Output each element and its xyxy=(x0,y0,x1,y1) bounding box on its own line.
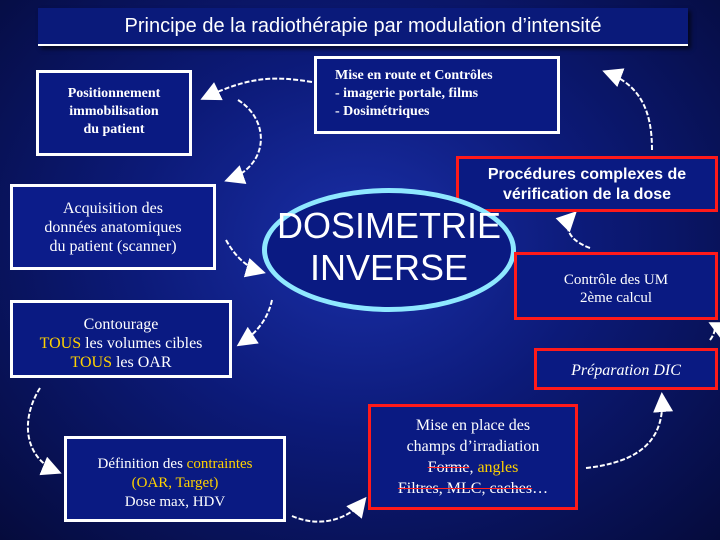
arrow-preparation-to-controle xyxy=(710,324,715,340)
arrow-acquisition-to-ellipse xyxy=(226,240,262,272)
arrow-positionnement-to-acquisition xyxy=(228,100,261,180)
arrow-mise-en-route-to-positionnement xyxy=(204,79,312,98)
mise-en-place-forme: Forme xyxy=(427,459,470,476)
mise-en-route-line-3: - Dosimétriques xyxy=(335,104,430,119)
definition-line-3: Dose max, HDV xyxy=(124,494,226,510)
box-procedures xyxy=(456,156,718,212)
contourage-line-1: Contourage xyxy=(83,316,159,333)
box-definition xyxy=(64,436,286,522)
controle-line-2: 2ème calcul xyxy=(579,290,653,306)
acquisition-line-3: du patient (scanner) xyxy=(49,238,177,255)
mise-en-place-filtres: Filtres, MLC, caches xyxy=(397,480,533,497)
mise-en-route-line-1: Mise en route et Contrôles xyxy=(335,68,493,83)
definition-prefix: Définition des xyxy=(97,456,187,472)
mise-en-place-line-4 xyxy=(371,478,575,499)
box-mise-en-place xyxy=(368,404,578,510)
positionnement-line-2: immobilisation xyxy=(69,104,159,119)
arrow-controle-to-procedures xyxy=(568,214,590,248)
box-contourage xyxy=(10,300,232,378)
contourage-line-2 xyxy=(13,334,229,353)
mise-en-place-angles: angles xyxy=(477,459,519,476)
mise-en-route-line-2: - imagerie portale, films xyxy=(335,86,479,101)
box-acquisition xyxy=(10,184,216,270)
contourage-tous-1: TOUS xyxy=(39,335,82,352)
contourage-line-3 xyxy=(13,353,229,372)
acquisition-line-1: Acquisition des xyxy=(63,200,163,217)
acquisition-line-2: données anatomiques xyxy=(44,219,182,236)
definition-line-2: (OAR, Target) xyxy=(131,475,219,491)
procedures-line-2: vérification de la dose xyxy=(502,186,672,203)
box-positionnement xyxy=(36,70,192,156)
positionnement-line-3: du patient xyxy=(83,122,145,137)
arrow-definition-to-mise-en-place xyxy=(292,500,364,522)
center-title-line-1: DOSIMETRIE xyxy=(276,205,501,246)
box-preparation xyxy=(534,348,718,390)
mise-en-place-ellipsis: … xyxy=(532,480,549,497)
center-title xyxy=(262,205,516,289)
contourage-line-2-rest: les volumes cibles xyxy=(81,335,203,352)
box-mise-en-route xyxy=(314,56,560,134)
definition-line-1 xyxy=(67,455,283,474)
contourage-tous-2: TOUS xyxy=(70,354,112,371)
mise-en-place-sep: , xyxy=(469,459,478,476)
mise-en-place-line-3 xyxy=(371,457,575,478)
controle-line-1: Contrôle des UM xyxy=(563,272,669,288)
preparation-line-1: Préparation DIC xyxy=(571,362,681,379)
contourage-line-3-rest: les OAR xyxy=(111,354,172,371)
mise-en-place-line-2: champs d’irradiation xyxy=(406,438,540,455)
arrow-ellipse-to-contourage xyxy=(240,300,272,344)
box-controle xyxy=(514,252,718,320)
arrow-contourage-to-definition xyxy=(28,388,58,472)
center-title-line-2: INVERSE xyxy=(309,247,469,288)
procedures-line-1: Procédures complexes de xyxy=(487,166,687,183)
arrow-procedures-to-mise-en-route xyxy=(606,72,652,150)
positionnement-line-1: Positionnement xyxy=(67,86,161,101)
mise-en-place-line-1: Mise en place des xyxy=(415,417,531,434)
definition-contraintes: contraintes xyxy=(186,456,253,472)
slide-title: Principe de la radiothérapie par modulation d’intensité xyxy=(38,8,688,46)
arrow-mise-en-place-to-preparation xyxy=(586,396,662,468)
